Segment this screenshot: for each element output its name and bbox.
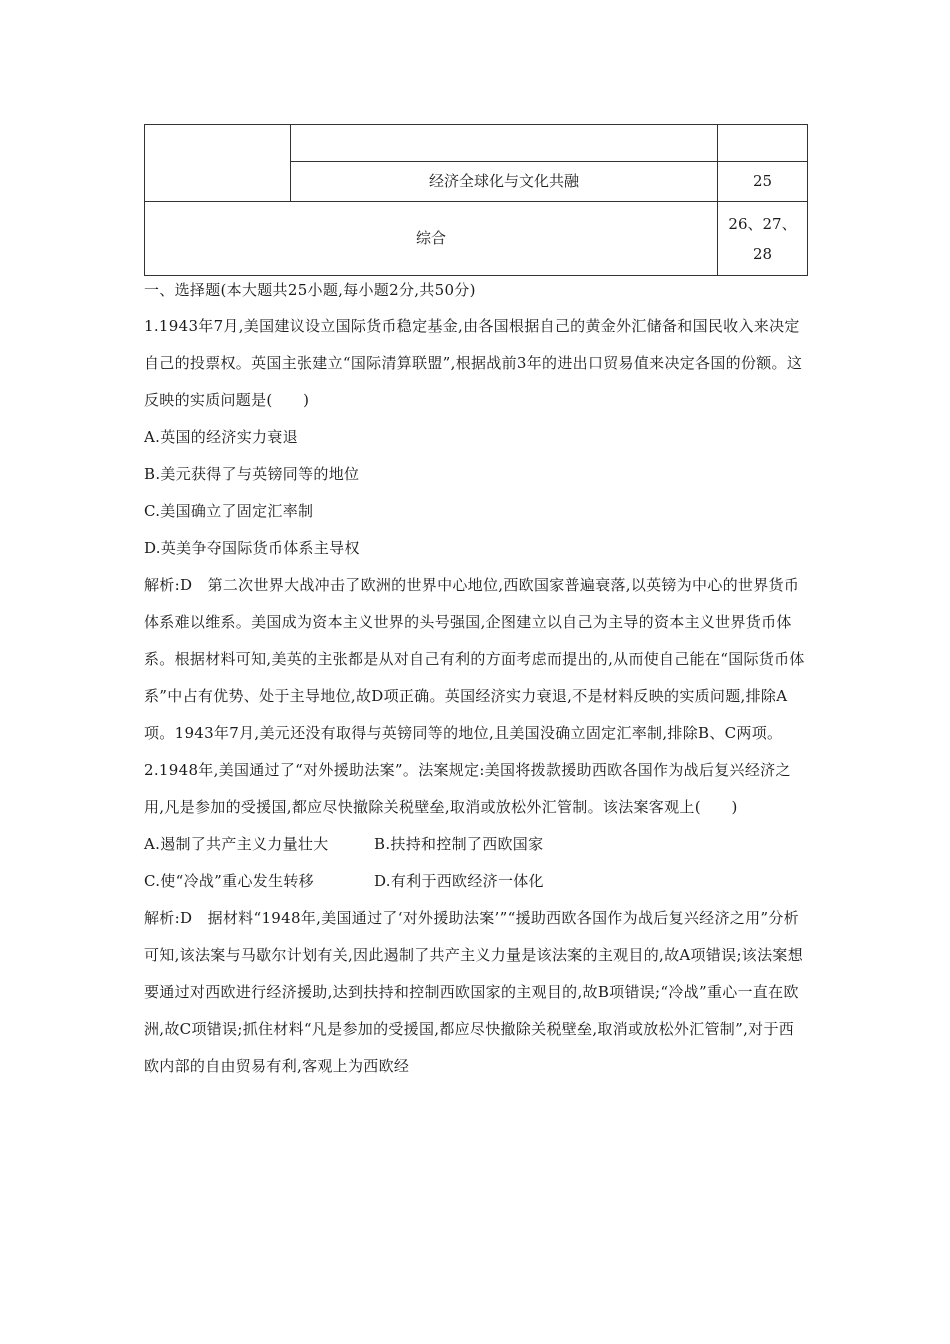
topic-table <box>144 124 808 276</box>
table-cell-number-line: 28 <box>752 244 773 263</box>
option-d: D.有利于西欧经济一体化 <box>374 872 544 890</box>
option-b: B.美元获得了与英镑同等的地位 <box>144 465 360 483</box>
option-d: D.英美争夺国际货币体系主导权 <box>144 539 360 557</box>
table-row <box>145 202 808 276</box>
option-row <box>144 863 808 900</box>
question-stem: 2.1948年,美国通过了“对外援助法案”。法案规定:美国将拨款援助西欧各国作为战后复兴经济之用,凡是参加的受援国,都应尽快撤除关税壁垒,取消或放松外汇管制。该法案客观上( ) <box>144 761 791 816</box>
table-cell-topic: 经济全球化与文化共融 <box>291 162 718 202</box>
table-cell-module <box>145 125 291 202</box>
table-cell-topic <box>291 125 718 162</box>
question-content <box>144 278 808 1085</box>
option-c: C.使“冷战”重心发生转移 <box>144 872 314 890</box>
option-b: B.扶持和控制了西欧国家 <box>374 835 544 853</box>
option-a: A.英国的经济实力衰退 <box>144 428 298 446</box>
analysis-text: 解析:D 据材料“1948年,美国通过了‘对外援助法案’”“援助西欧各国作为战后复兴经济之用”分析可知,该法案与马歇尔计划有关,因此遏制了共产主义力量是该法案的主观目的,故A项错误;该法案想要通过对西欧进行经济援助,达到扶持和控制西欧国家的主观目的,故B项错误;“冷战”重心一直在欧洲,故C项错误;抓住材料“凡是参加的受援国,都应尽快撤除关税壁垒,取消或放松外汇管制”,对于西欧内部的自由贸易有利,客观上为西欧经 <box>144 909 803 1075</box>
question-stem: 1.1943年7月,美国建议设立国际货币稳定基金,由各国根据自己的黄金外汇储备和国民收入来决定自己的投票权。英国主张建立“国际清算联盟”,根据战前3年的进出口贸易值来决定各国的份额。这反映的实质问题是( ) <box>144 317 803 409</box>
table-cell-number: 25 <box>718 162 808 202</box>
option-row <box>144 826 808 863</box>
option-a: A.遏制了共产主义力量壮大 <box>144 835 329 853</box>
table-cell-number-line: 26、27、 <box>728 214 797 233</box>
analysis-text: 解析:D 第二次世界大战冲击了欧洲的世界中心地位,西欧国家普遍衰落,以英镑为中心的世界货币体系难以维系。美国成为资本主义世界的头号强国,企图建立以自己为主导的资本主义世界货币体系。根据材料可知,美英的主张都是从对自己有利的方面考虑而提出的,从而使自己能在“国际货币体系”中占有优势、处于主导地位,故D项正确。英国经济实力衰退,不是材料反映的实质问题,排除A项。1943年7月,美元还没有取得与英镑同等的地位,且美国没确立固定汇率制,排除B、C两项。 <box>144 576 805 742</box>
table-cell-number <box>718 125 808 162</box>
table-cell-topic: 综合 <box>145 202 718 276</box>
table-cell-number <box>718 202 808 276</box>
section-heading: 一、选择题(本大题共25小题,每小题2分,共50分) <box>144 281 476 299</box>
option-c: C.美国确立了固定汇率制 <box>144 502 314 520</box>
table-row <box>145 125 808 162</box>
